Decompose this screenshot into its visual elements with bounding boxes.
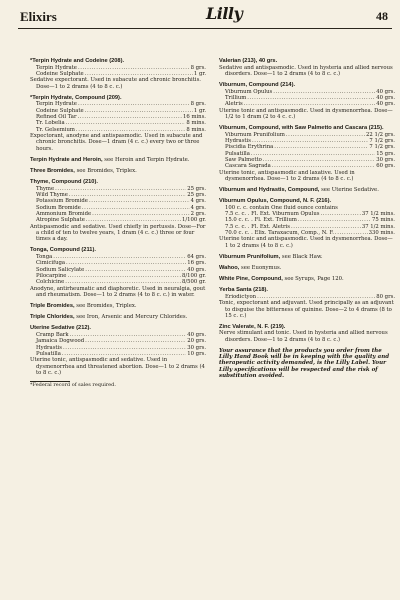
entry-title xyxy=(30,314,206,321)
ingredient-name: 70.0 c. c. . Elix. Taraxacum, Comp., N. F. xyxy=(225,230,334,237)
ingredient-name: Codeine Sulphate xyxy=(36,107,84,114)
ingredient-amount: 22 1/2 grs. xyxy=(366,131,395,138)
ingredient-amount: 64 grs. xyxy=(187,253,206,260)
ingredient-name: Aletris xyxy=(225,101,243,108)
entry-title xyxy=(219,125,395,132)
formula-entry xyxy=(219,187,395,194)
ingredient-name: Sodium Bromide xyxy=(36,204,81,211)
ingredient-name: Cascara Sagrada xyxy=(225,163,271,170)
formula-entry xyxy=(219,198,395,249)
ingredient-name: Ammonium Bromide xyxy=(36,211,92,218)
formula-entry xyxy=(219,276,395,283)
ingredient-amount: 2 grs. xyxy=(190,211,206,218)
formula-entry xyxy=(30,247,206,298)
ingredient-amount: 16 mins. xyxy=(183,114,206,121)
ingredient-amount: 8 grs. xyxy=(190,101,206,108)
ingredient-name: Eriodictyon xyxy=(225,293,257,300)
entry-subhead: 100 c. c. contain One fluid ounce contains xyxy=(225,204,338,211)
ingredient-name: 7.5 c. c. . Fl. Ext. Aletris xyxy=(225,223,290,230)
entry-title xyxy=(219,287,395,294)
ingredient-amount: 25 grs. xyxy=(187,192,206,199)
formula-entry xyxy=(30,168,206,175)
ingredient-name: Terpin Hydrate xyxy=(36,101,77,108)
formula-entry xyxy=(30,157,206,164)
ingredient-amount: 30 grs. xyxy=(376,156,395,163)
page-number: 48 xyxy=(376,9,388,23)
entry-title-bold: Triple Chlorides, xyxy=(30,313,75,320)
entry-cross-reference: see Euonymus. xyxy=(239,264,282,271)
entry-cross-reference: see Bromides, Triplex. xyxy=(74,167,137,174)
entry-title-bold: Viburnum, Compound (214). xyxy=(219,81,296,88)
ingredient-amount: 20 grs. xyxy=(187,338,206,345)
ingredient-amount: 15 grs. xyxy=(376,150,395,157)
leader-dots xyxy=(86,217,181,223)
entry-description: Tonic, expectorant and adjuvant. Used principally as an adjuvant to disguise the bitterness of quinine. Dose—2 to 4 drams (8 to 15 c. c.) xyxy=(219,300,394,319)
ingredient-name: Atropine Sulphate xyxy=(36,217,85,224)
ingredient-amount: 4 grs. xyxy=(190,204,206,211)
formula-entry xyxy=(219,125,395,183)
ingredient-amount: 1/100 gr. xyxy=(182,217,206,224)
ingredient-amount: 4 grs. xyxy=(190,198,206,205)
ingredient-row xyxy=(30,217,206,223)
ingredient-amount: 8 mins. xyxy=(186,120,206,127)
entry-title-bold: Triple Bromides, xyxy=(30,302,75,309)
entry-title-bold: Three Bromides, xyxy=(30,167,75,174)
ingredient-name: Sodium Salicylate xyxy=(36,266,85,273)
ingredient-name: Codeine Sulphate xyxy=(36,71,84,78)
entry-description: Uterine tonic and antispasmodic. Used in dysmenorrhea. Dose—1/2 to 1 dram (2 to 4 c. c.) xyxy=(219,107,393,121)
right-column xyxy=(219,58,395,380)
entry-title-bold: Viburnum, Compound, with Saw Palmetto and Cascara (215). xyxy=(219,124,384,131)
entry-title-bold: Terpin Hydrate and Heroin, xyxy=(30,156,103,163)
ingredient-amount: 7 1/2 grs. xyxy=(369,144,395,151)
entry-title xyxy=(30,247,206,254)
entry-description: Sedative and antispasmodic. Used in hysteria and allied nervous disorders. Dose—1 to 2 drams (4 to 8 c. c.) xyxy=(219,64,393,78)
ingredient-name: Potassium Bromide xyxy=(36,198,88,205)
ingredient-amount: 10 grs. xyxy=(187,350,206,357)
ingredient-name: Pulsatilla xyxy=(225,150,250,157)
formula-entry xyxy=(219,287,395,319)
ingredient-amount: 37 1/2 mins. xyxy=(361,223,395,230)
ingredient-name: 15.0 c. c. . Fl. Ext. Trillium xyxy=(225,217,297,224)
ingredient-row xyxy=(30,279,206,285)
lilly-logo: Lilly xyxy=(206,4,243,23)
entry-title-bold: Wahoo, xyxy=(219,264,240,271)
ingredient-name: Pulsatilla xyxy=(36,350,61,357)
entry-title xyxy=(219,254,395,261)
ingredient-amount: 16 grs. xyxy=(187,260,206,267)
entry-title-bold: Tonga, Compound (211). xyxy=(30,247,96,254)
formula-entry xyxy=(219,58,395,77)
entry-title-bold: Viburnum Prunifolium, xyxy=(219,253,281,260)
leader-dots xyxy=(65,279,181,285)
entry-title xyxy=(219,265,395,272)
formula-entry xyxy=(219,254,395,261)
ingredient-name: Hydrastis xyxy=(36,344,62,351)
entry-title-bold: Thyme, Compound (210). xyxy=(30,178,98,185)
formula-entry xyxy=(30,95,206,153)
entry-description: Anodyne, antirheumatic and diaphoretic. Used in neuralgia, gout and rheumatism. Dose—1 to 2 drams (4 to 8 c. c.) in water. xyxy=(30,285,206,299)
footnote-rule xyxy=(30,381,70,382)
entry-title xyxy=(219,187,395,194)
ingredient-name: Hydrastis xyxy=(225,137,251,144)
entry-title-bold: Viburnum and Hydrastis, Compound, xyxy=(219,186,320,193)
entry-title-bold: Viburnum Opulus, Compound, N. F. (216). xyxy=(219,197,332,204)
ingredient-amount: 1 gr. xyxy=(193,71,206,78)
section-title: Elixirs xyxy=(20,9,57,24)
assurance-note: Your assurance that the products you order from the Lilly Hand Book will be in keeping with the quality and therapeutic activity demanded, is the Lilly Label. Your Lilly specifications will be respected and the risk of substitution avoided. xyxy=(219,347,390,380)
ingredient-amount: 37 1/2 mins. xyxy=(361,211,395,218)
ingredient-name: Tr. Gelsemium xyxy=(36,126,75,133)
ingredient-name: Viburnum Opulus xyxy=(225,88,273,95)
ingredient-name: Cimicifuga xyxy=(36,260,66,267)
entry-cross-reference: see Heroin and Terpin Hydrate. xyxy=(102,156,190,163)
ingredient-name: Tonga xyxy=(36,253,53,260)
ingredient-amount: 40 grs. xyxy=(376,95,395,102)
entry-description: Antispasmodic and sedative. Used chiefly in pertussis. Dose—For a child of ten to twelve years, 1 dram (4 c. c.) three or four times a day. xyxy=(30,223,206,243)
entry-title xyxy=(30,58,206,65)
ingredient-name: Piscidia Erythrina xyxy=(225,144,274,151)
ingredient-name: Viburnum Prunifolium xyxy=(225,131,285,138)
ingredient-amount: 330 mins. xyxy=(368,230,395,237)
entry-cross-reference: see Bromides, Triplex. xyxy=(74,302,137,309)
leader-dots xyxy=(244,101,376,107)
entry-title xyxy=(219,58,395,65)
ingredient-row xyxy=(219,163,395,169)
ingredient-amount: 8/500 gr. xyxy=(182,279,206,286)
formula-entry xyxy=(219,324,395,343)
entry-description: Nerve stimulant and tonic. Used in hysteria and allied nervous disorders. Dose—1 to 2 drams (4 to 8 c. c.) xyxy=(219,330,388,343)
entry-title xyxy=(219,276,395,283)
ingredient-name: Terpin Hydrate xyxy=(36,64,77,71)
ingredient-amount: 7 1/2 grs. xyxy=(369,137,395,144)
ingredient-name: Trillium xyxy=(225,95,247,102)
ingredient-amount: 40 grs. xyxy=(187,331,206,338)
ingredient-name: Cramp Bark xyxy=(36,331,69,338)
ingredient-row xyxy=(219,101,395,107)
entry-title xyxy=(219,198,395,205)
ingredient-amount: 60 grs. xyxy=(376,163,395,170)
ingredient-amount: 25 grs. xyxy=(187,185,206,192)
entry-title xyxy=(219,82,395,89)
entry-title xyxy=(30,325,206,332)
entry-title xyxy=(30,168,206,175)
entry-title-bold: *Terpin Hydrate, Compound (209). xyxy=(30,94,122,101)
ingredient-name: 7.5 c. c. . Fl. Ext. Viburnum Opulus xyxy=(225,211,320,218)
entry-title-bold: White Pine, Compound, xyxy=(219,275,283,282)
entry-title xyxy=(30,157,206,164)
entry-title-bold: Uterine Sedative (212). xyxy=(30,325,92,332)
entry-title xyxy=(219,324,395,331)
entry-cross-reference: see Syrups, Page 120. xyxy=(282,275,344,282)
formula-entry xyxy=(30,314,206,321)
header-rule xyxy=(18,28,392,29)
entry-title xyxy=(30,303,206,310)
ingredient-name: Jamaica Dogwood xyxy=(36,338,85,345)
entry-title-bold: Valerian (213), 40 grs. xyxy=(219,58,278,64)
ingredient-amount: 40 grs. xyxy=(376,101,395,108)
ingredient-amount: 30 grs. xyxy=(187,344,206,351)
ingredient-amount: 8 mins. xyxy=(186,126,206,133)
entry-title xyxy=(30,179,206,186)
leader-dots xyxy=(272,163,375,169)
ingredient-amount: 40 grs. xyxy=(376,88,395,95)
ingredient-name: Colchicine xyxy=(36,279,65,286)
ingredient-amount: 40 grs. xyxy=(187,266,206,273)
entry-cross-reference: see Iron, Arsenic and Mercury Chlorides. xyxy=(74,313,188,320)
ingredient-amount: 1 gr. xyxy=(193,107,206,114)
entry-description: Expectorant, anodyne and antispasmodic. Used in subacute and chronic bronchitis. Dose—1 dram (4 c. c.) every two or three hours. xyxy=(30,133,203,152)
ingredient-amount: 75 mins. xyxy=(372,217,395,224)
ingredient-name: Refined Oil Tar xyxy=(36,114,77,121)
formula-entry xyxy=(219,82,395,121)
ingredient-name: Tr. Lobelia xyxy=(36,120,65,127)
formula-entry xyxy=(219,265,395,272)
formula-entry xyxy=(30,179,206,243)
formula-entry xyxy=(30,303,206,310)
formula-entry xyxy=(30,325,206,376)
ingredient-amount: 80 grs. xyxy=(376,293,395,300)
ingredient-amount: 8/100 gr. xyxy=(182,272,206,279)
ingredient-amount: 8 grs. xyxy=(190,64,206,71)
entry-title-bold: Zinc Valerate, N. F. (219). xyxy=(219,323,286,330)
entry-title xyxy=(30,95,206,102)
left-column xyxy=(30,58,206,389)
entry-description: Uterine tonic, antispasmodic and laxative. Used in dysmenorrhea. Dose—1 to 2 drams (4 to 8 c. c.) xyxy=(219,169,355,182)
entry-title-bold: Yerba Santa (218). xyxy=(219,287,268,294)
ingredient-name: Wild Thyme xyxy=(36,192,68,199)
entry-cross-reference: see Uterine Sedative. xyxy=(319,186,379,193)
entry-cross-reference: see Black Haw. xyxy=(280,253,323,260)
ingredient-name: Thyme xyxy=(36,185,55,192)
ingredient-name: Saw Palmetto xyxy=(225,156,262,163)
entry-description: Sedative expectorant. Used in subacute and chronic bronchitis. Dose—1 to 2 drams (4 to 8 c. c.) xyxy=(30,77,201,90)
formula-entry xyxy=(30,58,206,90)
entry-description: Uterine tonic, antispasmodic and sedative. Used in dysmenorrhea and threatened abortion. Dose—1 to 2 drams (4 to 8 c. c.) xyxy=(30,357,205,376)
footnote: *Federal record of sales required. xyxy=(30,382,116,389)
ingredient-name: Pilocarpine xyxy=(36,272,67,279)
entry-title-bold: *Terpin Hydrate and Codeine (208). xyxy=(30,58,125,64)
entry-description: Uterine tonic and antispasmodic. Used in dysmenorrhea. Dose—1 to 2 drams (4 to 8 c. c.) xyxy=(219,236,393,249)
